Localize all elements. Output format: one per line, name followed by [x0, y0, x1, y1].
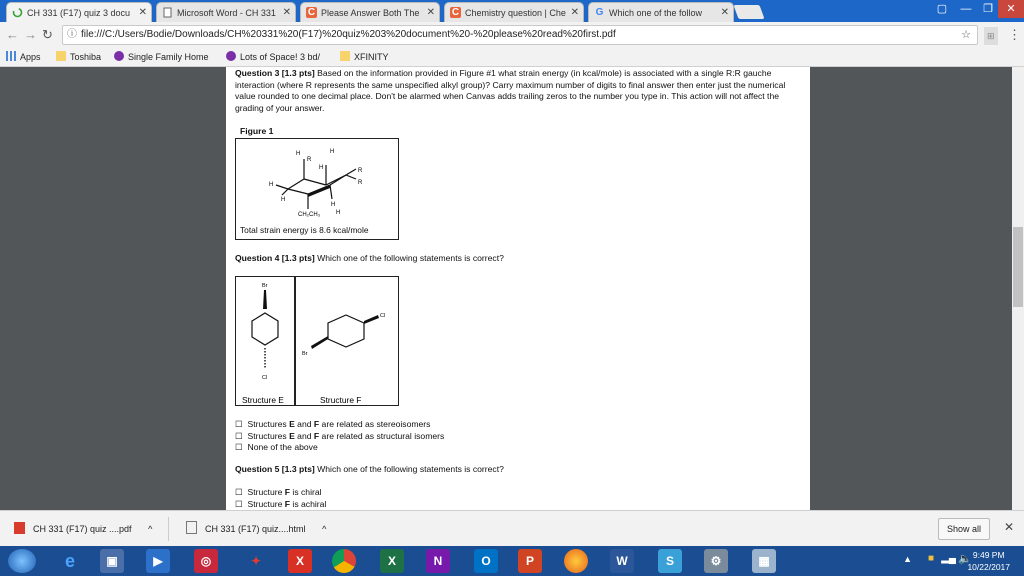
- option-none[interactable]: ☐ None of the above: [235, 442, 318, 453]
- figure-1: [235, 138, 399, 240]
- tray-expand-icon[interactable]: ▲: [903, 554, 912, 564]
- maximize-icon[interactable]: ❐: [983, 3, 993, 15]
- question-text: Based on the information provided in Figure #1 what strain energy (in kcal/mole) is associated with a single R:R gauche interaction (where R represents the same unspecified alkyl group)? Carry maximum number of digits to final answer then enter just the numerical value rounded to one decimal place. Don't be alarmed when Canvas adds trailing zeros to the number you type in. This action will not affect the grading of your answer.: [235, 68, 786, 113]
- peace-icon: [226, 51, 236, 61]
- tab-label: CH 331 (F17) quiz 3 docu: [27, 8, 131, 18]
- peace-icon: [114, 51, 124, 61]
- powerpoint-icon[interactable]: P: [518, 549, 542, 573]
- close-icon[interactable]: ✕: [138, 7, 147, 18]
- tab-label: Please Answer Both The: [321, 8, 420, 18]
- chevron-up-icon[interactable]: ^: [322, 524, 327, 534]
- structure-f-label: Structure F: [320, 395, 362, 405]
- reload-icon[interactable]: ↻: [42, 27, 53, 42]
- atom-label-h: H: [269, 182, 274, 188]
- question-heading: Question 3 [1.3 pts]: [235, 68, 315, 78]
- bookmark-apps[interactable]: [6, 50, 41, 64]
- back-icon[interactable]: ←: [6, 27, 19, 42]
- minimize-icon[interactable]: —: [960, 3, 972, 15]
- structure-e-label: Structure E: [242, 395, 284, 405]
- option-stereoisomers[interactable]: ☐ Structures E and F are related as stereoisomers: [235, 419, 431, 429]
- checkbox-icon[interactable]: ☐: [235, 442, 243, 453]
- atom-label-h: H: [331, 202, 336, 208]
- atom-label-h: H: [281, 197, 286, 203]
- atom-label-h: H: [330, 149, 335, 155]
- download-label: CH 331 (F17) quiz ....pdf: [33, 524, 132, 534]
- atom-label-cl: Cl: [262, 375, 268, 381]
- start-button[interactable]: [8, 549, 36, 573]
- excel-icon[interactable]: X: [380, 549, 404, 573]
- chegg-icon: C: [307, 7, 316, 18]
- tab-label: Microsoft Word - CH 331: [177, 8, 276, 18]
- media-player-icon[interactable]: ▶: [146, 549, 170, 573]
- atom-label-r: R: [358, 168, 363, 174]
- html-file-icon: [186, 521, 197, 534]
- option-list-q4: [235, 419, 444, 454]
- question-text: Which one of the following statements is correct?: [314, 464, 504, 474]
- option-structural-isomers[interactable]: ☐ Structures E and F are related as structural isomers: [235, 430, 445, 441]
- question-4: [235, 253, 504, 265]
- figure-title: Figure 1: [240, 126, 274, 136]
- browser-toolbar: [0, 22, 1024, 49]
- checkbox-icon[interactable]: ☐: [235, 498, 243, 509]
- tab-strip: [0, 0, 1024, 22]
- menu-icon[interactable]: ⋮: [1008, 27, 1021, 42]
- atom-label-h: H: [336, 210, 341, 216]
- user-icon[interactable]: ▢: [936, 3, 948, 15]
- tab-google[interactable]: [588, 2, 734, 22]
- atom-label-cl: Cl: [380, 313, 386, 319]
- url-text: file:///C:/Users/Bodie/Downloads/CH%20331%20(F17)%20quiz%203%20document%20-%20please%20read%20first.pdf: [81, 29, 616, 40]
- tab-chegg-2[interactable]: [444, 2, 584, 22]
- bookmark-label: Apps: [20, 52, 41, 62]
- extension-icon[interactable]: ⊞: [984, 27, 998, 45]
- close-icon[interactable]: ✕: [282, 7, 291, 18]
- pdf-page: [226, 67, 810, 510]
- bookmark-label: Lots of Space! 3 bd/: [240, 52, 321, 62]
- structure-e-box: [235, 276, 295, 406]
- onenote-icon[interactable]: N: [426, 549, 450, 573]
- tab-word-doc[interactable]: [156, 2, 296, 22]
- folder-icon: [56, 51, 66, 61]
- question-heading: Question 5 [1.3 pts]: [235, 464, 315, 474]
- system-clock[interactable]: [967, 549, 1010, 573]
- apps-grid-icon: [6, 51, 16, 61]
- close-icon[interactable]: ✕: [1003, 520, 1014, 534]
- question-text: Which one of the following statements is correct?: [314, 253, 504, 263]
- atom-label-h: H: [319, 165, 324, 171]
- option-list-q5: [235, 487, 326, 510]
- question-5: [235, 464, 504, 476]
- atom-label-r: R: [307, 157, 312, 163]
- bookmark-single-family[interactable]: [114, 50, 209, 64]
- clock-date: 10/22/2017: [967, 562, 1010, 572]
- tab-label: Chemistry question | Che: [465, 8, 566, 18]
- download-item-html[interactable]: [186, 519, 326, 539]
- tab-quiz-doc[interactable]: [6, 2, 152, 22]
- bookmark-label: XFINITY: [354, 52, 389, 62]
- bookmark-xfinity[interactable]: [340, 50, 389, 64]
- structure-f-box: [295, 276, 399, 406]
- structure-f-drawing: [296, 277, 398, 389]
- option-chiral[interactable]: ☐ Structure F is chiral: [235, 487, 322, 497]
- document-icon: [162, 7, 173, 18]
- tray-app-icon[interactable]: ■: [927, 553, 934, 564]
- checkbox-icon[interactable]: ☐: [235, 419, 243, 429]
- close-icon[interactable]: ✕: [426, 7, 435, 18]
- scrollbar-thumb[interactable]: [1013, 227, 1023, 307]
- pin-icon[interactable]: ✦: [250, 554, 262, 568]
- download-bar: [0, 510, 1024, 547]
- calculator-icon[interactable]: ▦: [752, 549, 776, 573]
- tab-chegg-1[interactable]: [300, 2, 440, 22]
- address-bar[interactable]: [62, 25, 978, 45]
- file-explorer-icon[interactable]: ▣: [100, 549, 124, 573]
- atom-label-r: R: [358, 180, 363, 186]
- scrollbar[interactable]: [1012, 67, 1024, 510]
- folder-icon: [340, 51, 350, 61]
- outlook-icon[interactable]: O: [474, 549, 498, 573]
- atom-label-br: Br: [302, 351, 308, 357]
- firefox-icon[interactable]: [564, 549, 588, 573]
- new-tab-button[interactable]: [733, 5, 764, 19]
- chegg-icon: C: [451, 7, 460, 18]
- bookmark-label: Toshiba: [70, 52, 102, 62]
- figure-caption: Total strain energy is 8.6 kcal/mole: [240, 225, 369, 235]
- pdf-viewer: [0, 67, 1024, 510]
- substituent-label: CH₂CH₃: [298, 212, 321, 218]
- bookmark-toshiba[interactable]: [56, 50, 101, 64]
- atom-label-br: Br: [262, 283, 268, 289]
- question-heading: Question 4 [1.3 pts]: [235, 253, 315, 263]
- x-app-icon[interactable]: X: [288, 549, 312, 573]
- forward-icon[interactable]: →: [24, 27, 37, 42]
- bookmark-lots-of-space[interactable]: [226, 50, 320, 64]
- download-label: CH 331 (F17) quiz....html: [205, 524, 306, 534]
- chevron-up-icon[interactable]: ^: [148, 524, 153, 534]
- close-window-icon[interactable]: ✕: [998, 0, 1024, 18]
- checkbox-icon[interactable]: ☐: [235, 487, 243, 497]
- structure-e-drawing: [236, 277, 294, 389]
- volume-icon[interactable]: 🔈: [958, 553, 972, 565]
- chair-cyclohexane-figure: [236, 139, 398, 221]
- tab-label: Which one of the follow: [609, 8, 703, 18]
- info-icon[interactable]: ⓘ: [67, 29, 77, 40]
- option-achiral[interactable]: ☐ Structure F is achiral: [235, 498, 327, 509]
- google-icon: G: [595, 7, 604, 18]
- divider: [168, 517, 169, 541]
- signal-icon[interactable]: ▂▄: [941, 553, 956, 564]
- skype-icon[interactable]: S: [658, 549, 682, 573]
- internet-explorer-icon[interactable]: e: [64, 551, 75, 571]
- word-icon[interactable]: W: [610, 549, 634, 573]
- pdf-icon: [14, 522, 25, 534]
- star-icon[interactable]: ☆: [961, 29, 971, 41]
- close-icon[interactable]: ✕: [720, 7, 729, 18]
- loading-spinner-icon: [12, 7, 23, 18]
- bookmark-label: Single Family Home: [128, 52, 209, 62]
- close-icon[interactable]: ✕: [570, 7, 579, 18]
- checkbox-icon[interactable]: ☐: [235, 430, 243, 441]
- question-3: [235, 68, 800, 114]
- clock-time: 9:49 PM: [972, 550, 1005, 560]
- chrome-icon[interactable]: [332, 549, 356, 573]
- atom-label-h: H: [296, 151, 301, 157]
- app-icon[interactable]: ◎: [194, 549, 218, 573]
- control-panel-icon[interactable]: ⚙: [704, 549, 728, 573]
- bookmarks-bar: [0, 48, 1024, 67]
- windows-taskbar: [0, 546, 1024, 576]
- show-all-button[interactable]: Show all: [938, 518, 990, 540]
- download-item-pdf[interactable]: [14, 519, 152, 539]
